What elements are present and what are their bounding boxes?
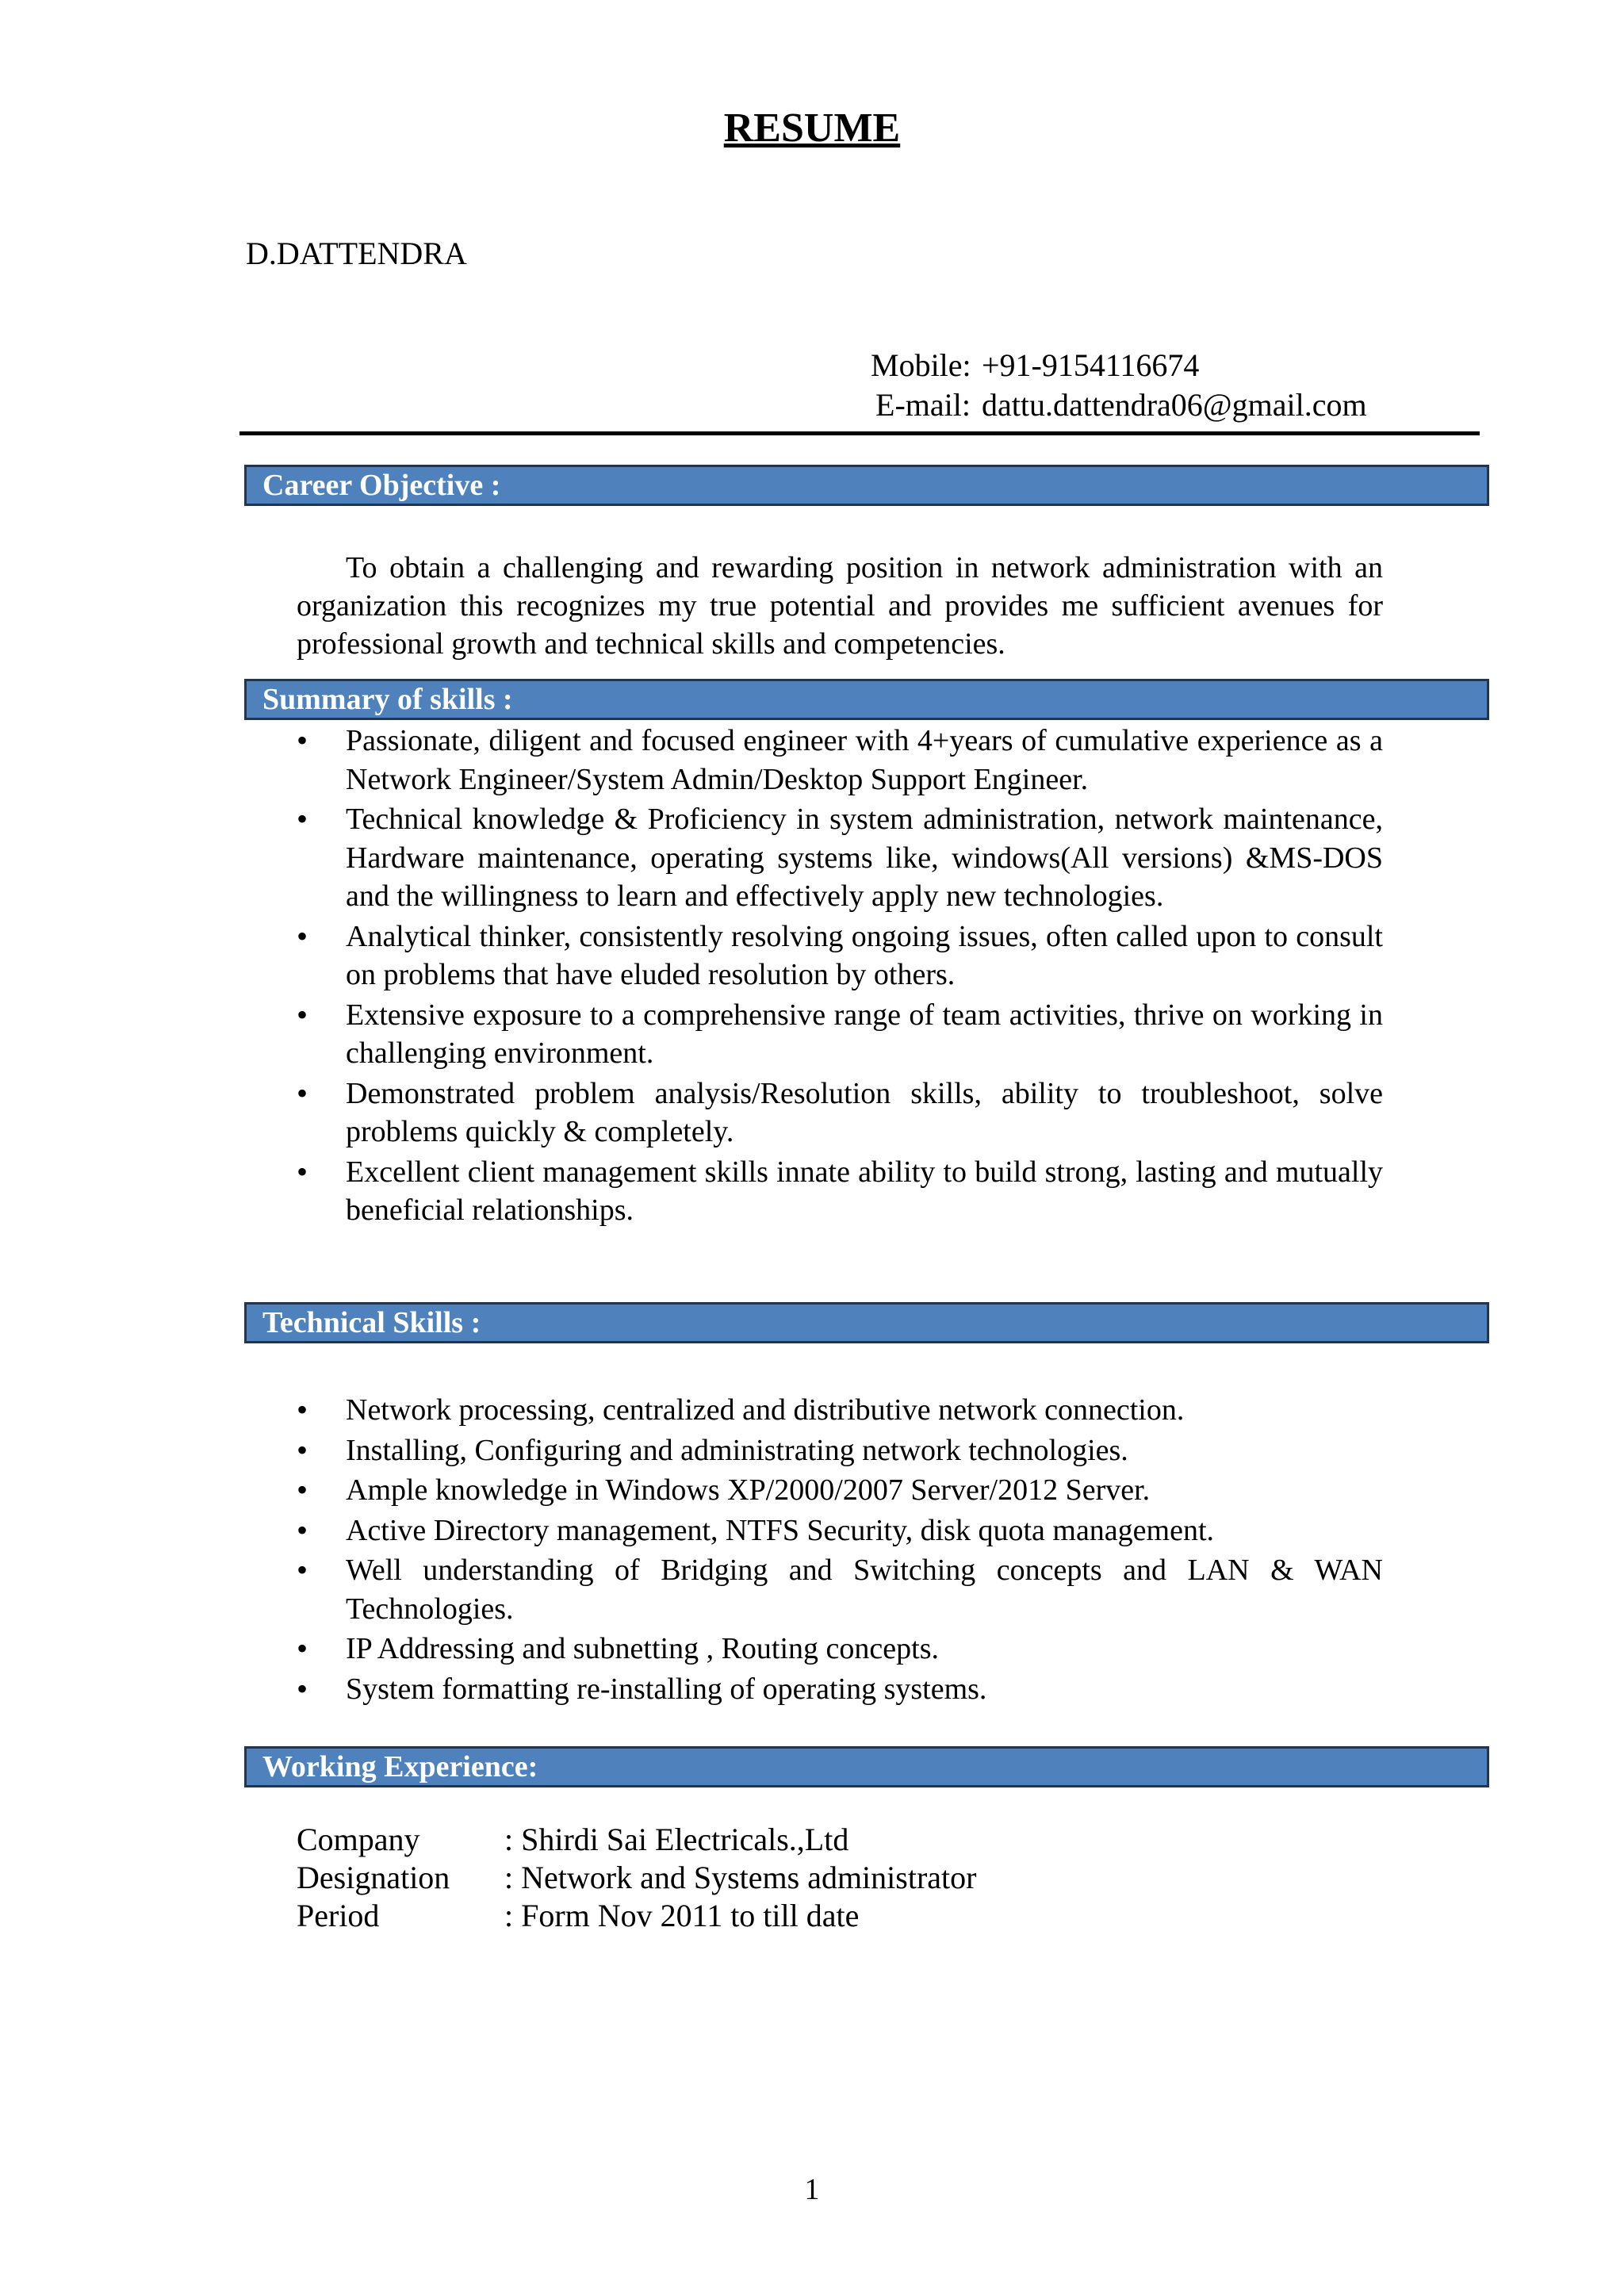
- career-objective-text: [297, 549, 1383, 663]
- email-value: dattu.dattendra06@gmail.com: [982, 387, 1367, 423]
- technical-skill-item: • IP Addressing and subnetting , Routing concepts.: [297, 1630, 1383, 1669]
- technical-skill-item: • Network processing, centralized and distributive network connection.: [297, 1391, 1383, 1430]
- mobile-value: +91-9154116674: [982, 347, 1200, 383]
- technical-skill-item: • System formatting re-installing of operating systems.: [297, 1670, 1383, 1709]
- experience-row-designation: [297, 1859, 976, 1897]
- technical-skill-item: • Ample knowledge in Windows XP/2000/2007 Server/2012 Server.: [297, 1471, 1383, 1510]
- period-value: : Form Nov 2011 to till date: [504, 1898, 860, 1933]
- technical-skill-item: • Well understanding of Bridging and Switching concepts and LAN & WAN Technologies.: [297, 1551, 1383, 1628]
- career-objective-body: To obtain a challenging and rewarding position in network administration with an organization this recognizes my true potential and provides me sufficient avenues for professional growth and technical skills and competencies.: [297, 551, 1383, 661]
- technical-skill-item: • Active Directory management, NTFS Security, disk quota management.: [297, 1511, 1383, 1550]
- experience-row-company: [297, 1821, 976, 1859]
- experience-row-period: [297, 1897, 976, 1935]
- summary-item: • Demonstrated problem analysis/Resolution skills, ability to troubleshoot, solve problems quickly & completely.: [297, 1075, 1383, 1151]
- header-divider: [239, 431, 1480, 435]
- page-title: RESUME: [723, 105, 901, 151]
- period-label: Period: [297, 1898, 380, 1933]
- technical-skills-heading: Technical Skills :: [244, 1302, 1489, 1343]
- working-experience-heading: Working Experience:: [244, 1746, 1489, 1787]
- summary-item: • Passionate, diligent and focused engineer with 4+years of cumulative experience as a Network Engineer/System Admin/Desktop Support Engineer.: [297, 722, 1383, 799]
- summary-heading: Summary of skills :: [244, 679, 1489, 720]
- email-row: [871, 385, 1367, 425]
- designation-label: Designation: [297, 1860, 450, 1895]
- summary-item: • Excellent client management skills innate ability to build strong, lasting and mutually beneficial relationships.: [297, 1153, 1383, 1230]
- technical-skills-list: [297, 1391, 1383, 1710]
- summary-item: • Analytical thinker, consistently resolving ongoing issues, often called upon to consult on problems that have eluded resolution by others.: [297, 918, 1383, 994]
- candidate-name: D.DATTENDRA: [246, 236, 467, 271]
- experience-details: [297, 1821, 976, 1935]
- technical-skill-item: • Installing, Configuring and administrating network technologies.: [297, 1431, 1383, 1470]
- mobile-row: [871, 346, 1367, 385]
- career-objective-heading: Career Objective :: [244, 465, 1489, 506]
- contact-block: [871, 346, 1367, 425]
- email-label: E-mail:: [875, 387, 971, 423]
- mobile-label: Mobile:: [871, 347, 971, 383]
- summary-item: • Extensive exposure to a comprehensive range of team activities, thrive on working in challenging environment.: [297, 996, 1383, 1073]
- designation-value: : Network and Systems administrator: [504, 1860, 977, 1895]
- summary-item: • Technical knowledge & Proficiency in system administration, network maintenance, Hardware maintenance, operating systems like, windows(All versions) &MS-DOS and the willingness to learn and effectively apply new technologies.: [297, 800, 1383, 916]
- summary-list: [297, 722, 1383, 1232]
- page-number: 1: [804, 2173, 820, 2206]
- company-value: : Shirdi Sai Electricals.,Ltd: [504, 1822, 849, 1857]
- company-label: Company: [297, 1822, 420, 1857]
